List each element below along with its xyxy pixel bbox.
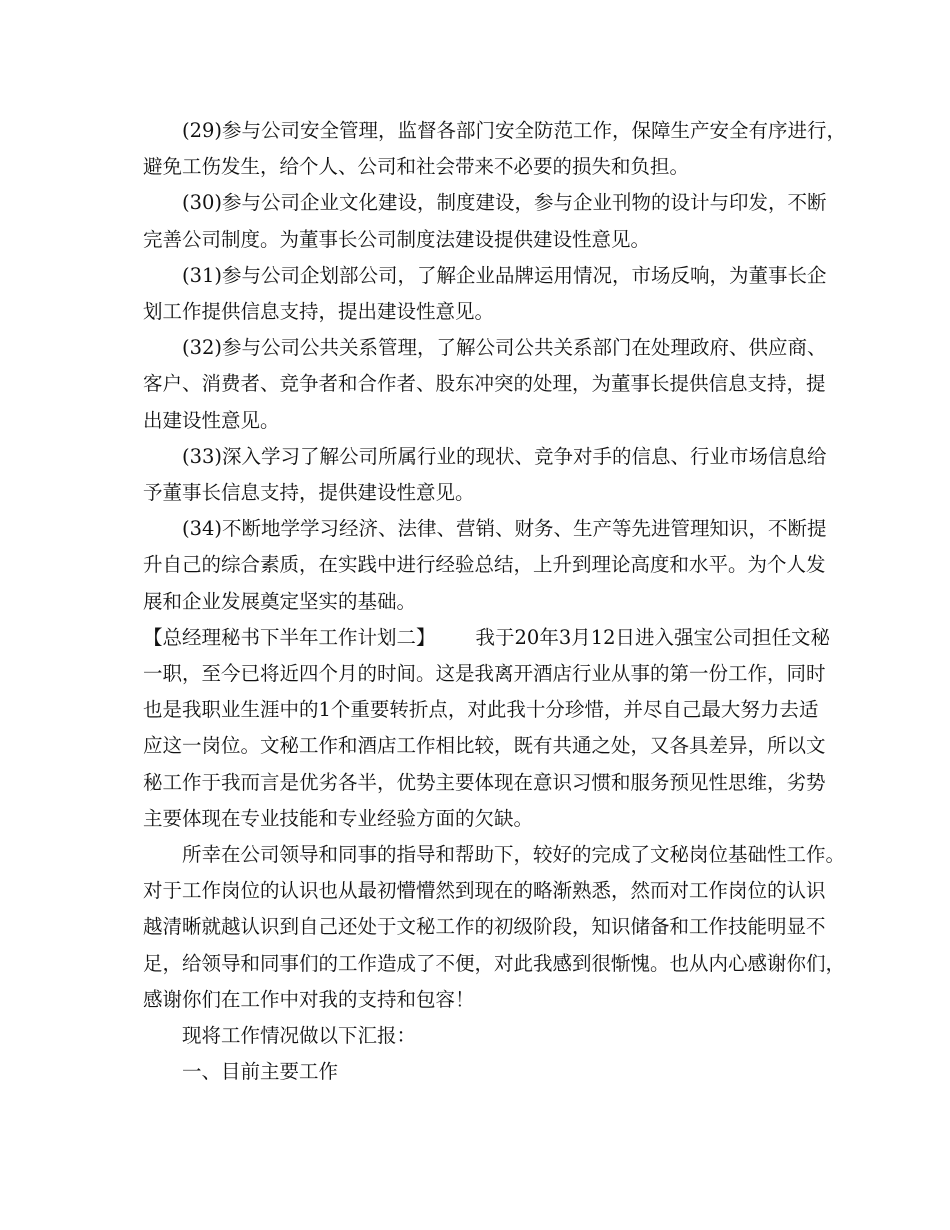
text-line: 完善公司制度。为董事长公司制度法建设提供建设性意见。 (143, 227, 651, 251)
text-line: 主要体现在专业技能和专业经验方面的欠缺。 (143, 806, 534, 830)
section-first-line-text: 我于20年3月12日进入强宝公司担任文秘 (475, 625, 831, 649)
text-line: 予董事长信息支持，提供建设性意见。 (143, 481, 475, 505)
item-29 (143, 113, 847, 185)
section-first-line (143, 620, 831, 656)
report-intro: 现将工作情况做以下汇报： (182, 1024, 417, 1048)
text-line: 出建设性意见。 (143, 408, 280, 432)
text-line: 升自己的综合素质，在实践中进行经验总结，上升到理论高度和水平。为个人发 (143, 553, 826, 577)
text-line: 也是我职业生涯中的1个重要转折点，对此我十分珍惜，并尽自己最大努力去适 (143, 698, 819, 722)
text-line: 所幸在公司领导和同事的指导和帮助下，较好的完成了文秘岗位基础性工作。 (182, 843, 846, 867)
text-line: (29)参与公司安全管理，监督各部门安全防范工作，保障生产安全有序进行， (182, 119, 847, 142)
document-body (143, 113, 847, 1090)
item-33 (143, 439, 827, 511)
text-line: 越清晰就越认识到自己还处于文秘工作的初级阶段，知识储备和工作技能明显不 (143, 915, 826, 939)
item-34 (143, 511, 827, 620)
item-30 (143, 185, 827, 257)
text-line: 感谢你们在工作中对我的支持和包容！ (143, 987, 475, 1011)
text-line: 秘工作于我而言是优劣各半，优势主要体现在意识习惯和服务预见性思维，劣势 (143, 770, 826, 794)
text-line: 一职，至今已将近四个月的时间。这是我离开酒店行业从事的第一份工作，同时 (143, 662, 826, 686)
text-line: (30)参与公司企业文化建设，制度建设，参与企业刊物的设计与印发，不断 (182, 191, 827, 215)
item-32 (143, 330, 827, 439)
section-heading: 【总经理秘书下半年工作计划二】 (143, 625, 436, 649)
section-heading-one: 一、目前主要工作 (182, 1060, 339, 1084)
text-line: (32)参与公司公共关系管理，了解公司公共关系部门在处理政府、供应商、 (182, 336, 827, 360)
text-line: (34)不断地学学习经济、法律、营销、财务、生产等先进管理知识，不断提 (182, 517, 827, 541)
text-line: (31)参与公司企划部公司，了解企业品牌运用情况，市场反响，为董事长企 (182, 263, 827, 287)
text-line: 足，给领导和同事们的工作造成了不便，对此我感到很惭愧。也从内心感谢你们， (143, 951, 846, 975)
text-line: 对于工作岗位的认识也从最初懵懵然到现在的略渐熟悉，然而对工作岗位的认识 (143, 879, 826, 903)
text-line: (33)深入学习了解公司所属行业的现状、竞争对手的信息、行业市场信息给 (182, 444, 827, 468)
text-line: 客户、消费者、竞争者和合作者、股东冲突的处理，为董事长提供信息支持，提 (143, 372, 826, 396)
text-line: 避免工伤发生，给个人、公司和社会带来不必要的损失和负担。 (143, 155, 690, 179)
text-line: 应这一岗位。文秘工作和酒店工作相比较，既有共通之处，又各具差异，所以文 (143, 734, 826, 758)
section-plan-two (143, 620, 831, 837)
item-31 (143, 258, 827, 330)
text-line: 划工作提供信息支持，提出建设性意见。 (143, 300, 495, 324)
text-line: 展和企业发展奠定坚实的基础。 (143, 589, 417, 613)
paragraph-thanks (143, 837, 846, 1018)
